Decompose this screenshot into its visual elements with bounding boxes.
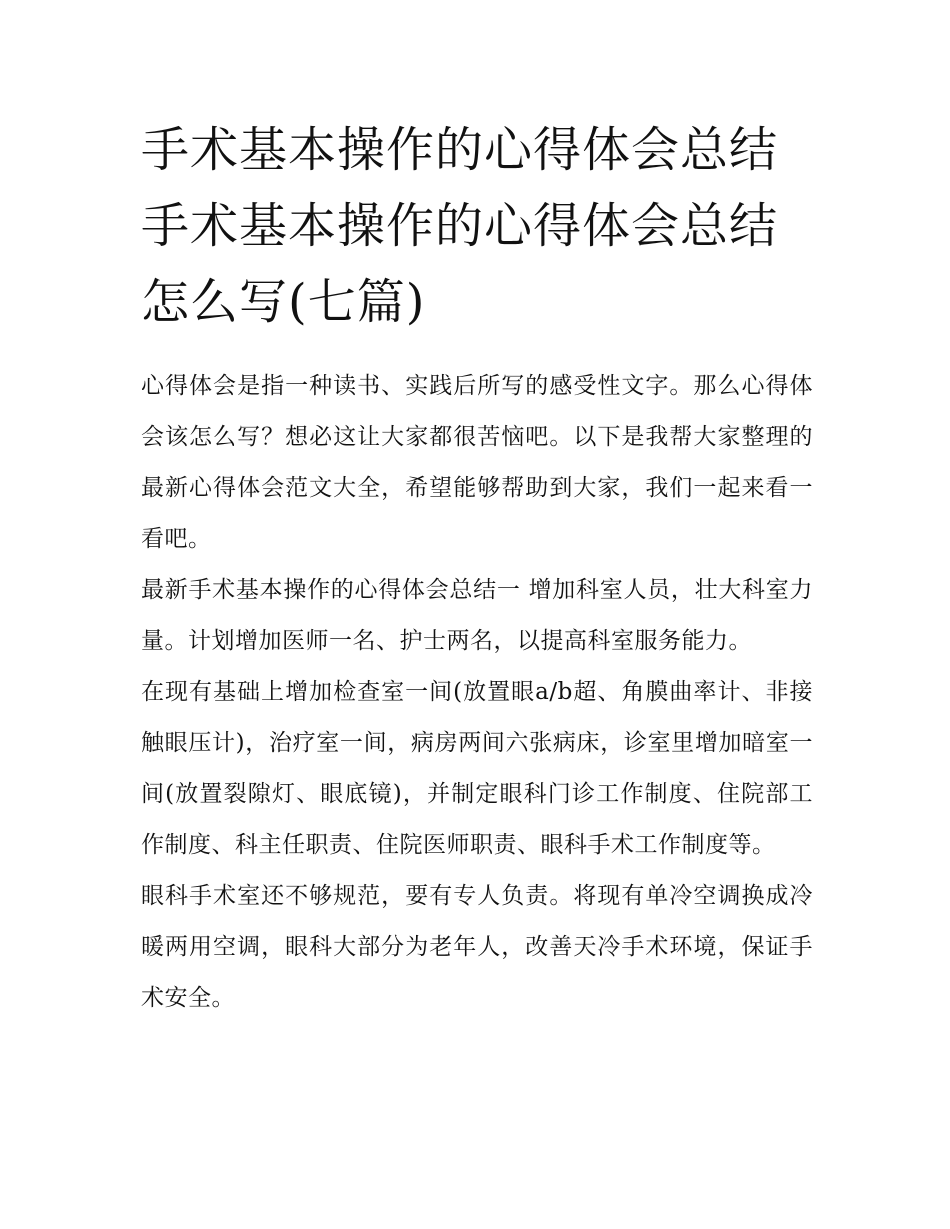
body-paragraph-1: 最新手术基本操作的心得体会总结一 增加科室人员，壮大科室力量。计划增加医师一名、护士两名，以提高科室服务能力。 bbox=[141, 577, 813, 654]
title-line-2: 手术基本操作的心得体会总结 bbox=[141, 198, 779, 254]
body-paragraph-3: 眼科手术室还不够规范，要有专人负责。将现有单冷空调换成冷暖两用空调，眼科大部分为老年人，改善天冷手术环境，保证手术安全。 bbox=[141, 883, 813, 1011]
title-line-3: 怎么写(七篇) bbox=[141, 274, 426, 330]
body-paragraph-2: 在现有基础上增加检查室一间(放置眼a/b超、角膜曲率计、非接触眼压计)，治疗室一间，病房两间六张病床，诊室里增加暗室一间(放置裂隙灯、眼底镜)，并制定眼科门诊工作制度、住院部工作制度、科主任职责、住院医师职责、眼科手术工作制度等。 bbox=[141, 679, 813, 858]
title-line-1: 手术基本操作的心得体会总结 bbox=[141, 122, 779, 178]
intro-paragraph: 心得体会是指一种读书、实践后所写的感受性文字。那么心得体会该怎么写？想必这让大家都很苦恼吧。以下是我帮大家整理的最新心得体会范文大全，希望能够帮助到大家，我们一起来看一看吧。 bbox=[141, 373, 813, 552]
document-page bbox=[141, 112, 813, 1024]
document-title bbox=[141, 112, 813, 340]
